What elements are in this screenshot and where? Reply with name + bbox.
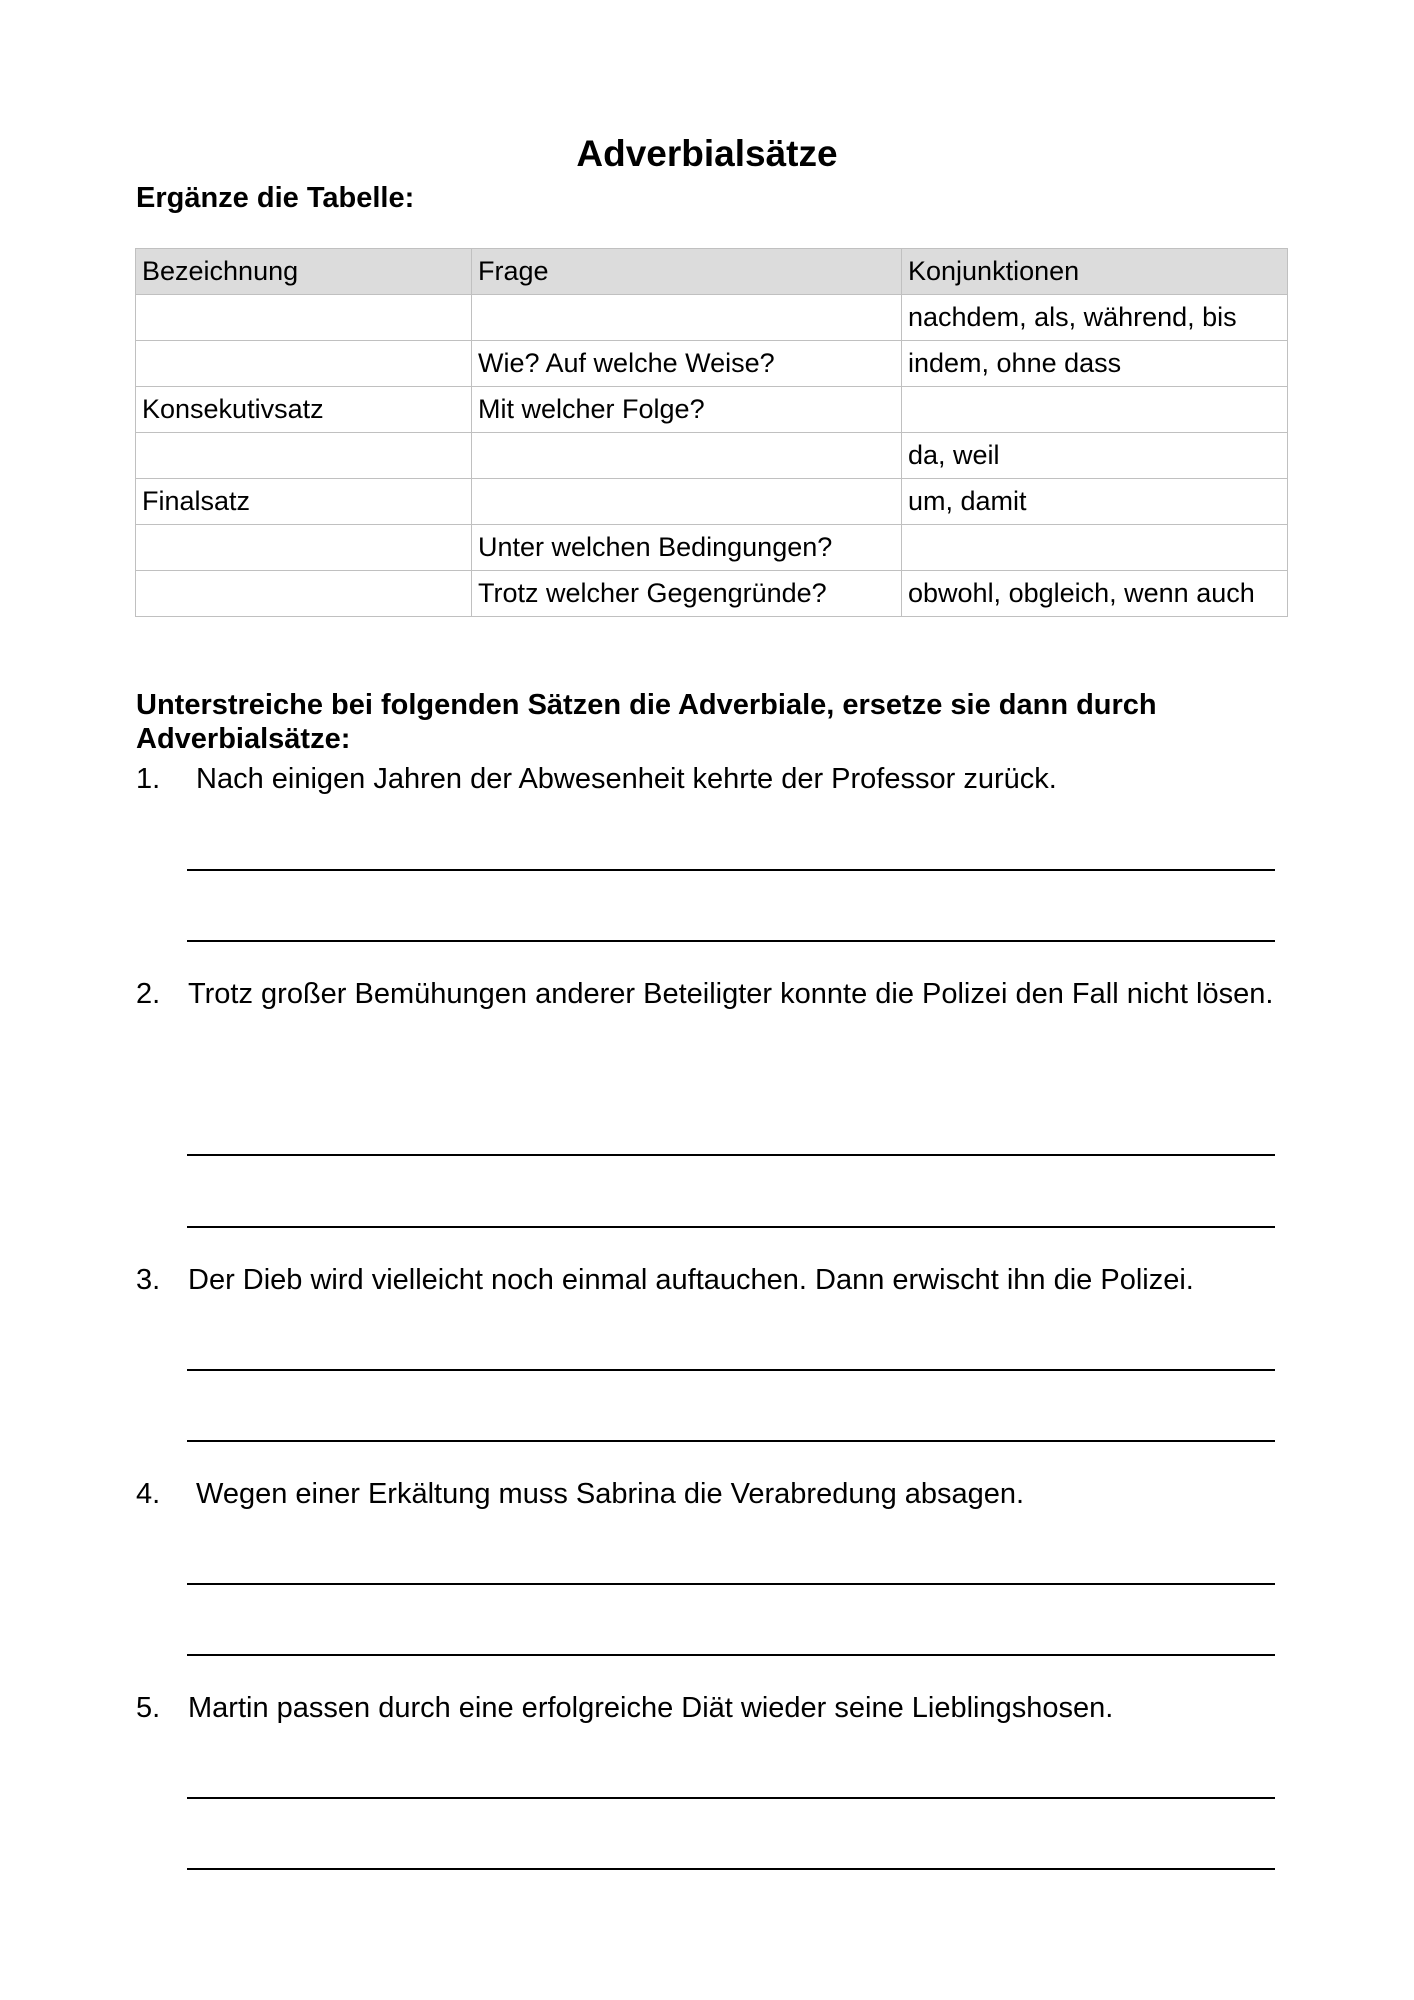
table-row [136, 525, 1288, 571]
table-cell[interactable]: Finalsatz [136, 479, 472, 525]
table-cell[interactable]: obwohl, obgleich, wenn auch [902, 571, 1288, 617]
table-cell[interactable] [136, 525, 472, 571]
answer-line[interactable] [187, 1654, 1275, 1656]
answer-line[interactable] [187, 1440, 1275, 1442]
table-cell[interactable] [472, 479, 902, 525]
table-row [136, 433, 1288, 479]
exercise-sentence: Trotz großer Bemühungen anderer Beteiligter konnte die Polizei den Fall nicht lösen. [188, 978, 1274, 1010]
table-cell[interactable]: da, weil [902, 433, 1288, 479]
exercise-number: 1. [136, 763, 161, 795]
exercise-number: 3. [136, 1264, 161, 1296]
table-cell[interactable] [136, 433, 472, 479]
table-cell[interactable]: Mit welcher Folge? [472, 387, 902, 433]
table-cell[interactable]: Trotz welcher Gegengründe? [472, 571, 902, 617]
exercise-number: 5. [136, 1692, 161, 1724]
table-row [136, 571, 1288, 617]
table-cell[interactable]: um, damit [902, 479, 1288, 525]
exercise-sentence: Nach einigen Jahren der Abwesenheit kehrte der Professor zurück. [196, 763, 1057, 795]
table-cell[interactable]: nachdem, als, während, bis [902, 295, 1288, 341]
table-instruction: Ergänze die Tabelle: [136, 182, 415, 214]
exercise-number: 4. [136, 1478, 161, 1510]
table-cell[interactable]: Konsekutivsatz [136, 387, 472, 433]
answer-line[interactable] [187, 940, 1275, 942]
exercise-sentence: Martin passen durch eine erfolgreiche Diät wieder seine Lieblingshosen. [188, 1692, 1114, 1724]
answer-line[interactable] [187, 1154, 1275, 1156]
answer-line[interactable] [187, 1369, 1275, 1371]
header-bezeichnung: Bezeichnung [136, 249, 472, 295]
answer-line[interactable] [187, 869, 1275, 871]
table-cell[interactable]: Wie? Auf welche Weise? [472, 341, 902, 387]
exercise-sentence: Der Dieb wird vielleicht noch einmal auftauchen. Dann erwischt ihn die Polizei. [188, 1264, 1194, 1296]
table-row [136, 341, 1288, 387]
answer-line[interactable] [187, 1226, 1275, 1228]
answer-line[interactable] [187, 1583, 1275, 1585]
table-cell[interactable] [472, 433, 902, 479]
answer-line[interactable] [187, 1797, 1275, 1799]
table-cell[interactable] [902, 525, 1288, 571]
table-cell[interactable] [472, 295, 902, 341]
answer-line[interactable] [187, 1868, 1275, 1870]
header-konjunktionen: Konjunktionen [902, 249, 1288, 295]
page-title: Adverbialsätze [576, 133, 838, 174]
table-cell[interactable]: indem, ohne dass [902, 341, 1288, 387]
table-row [136, 479, 1288, 525]
sentences-instruction: Unterstreiche bei folgenden Sätzen die Adverbiale, ersetze sie dann durch Adverbialsätze: [136, 689, 1157, 755]
table-cell[interactable] [136, 295, 472, 341]
table-cell[interactable]: Unter welchen Bedingungen? [472, 525, 902, 571]
exercise-number: 2. [136, 978, 161, 1010]
conjunction-table [135, 248, 1288, 617]
table-cell[interactable] [136, 341, 472, 387]
table-cell[interactable] [136, 571, 472, 617]
table-row [136, 387, 1288, 433]
table-row [136, 295, 1288, 341]
exercise-sentence: Wegen einer Erkältung muss Sabrina die Verabredung absagen. [196, 1478, 1025, 1510]
header-frage: Frage [472, 249, 902, 295]
table-header-row [136, 249, 1288, 295]
table-cell[interactable] [902, 387, 1288, 433]
